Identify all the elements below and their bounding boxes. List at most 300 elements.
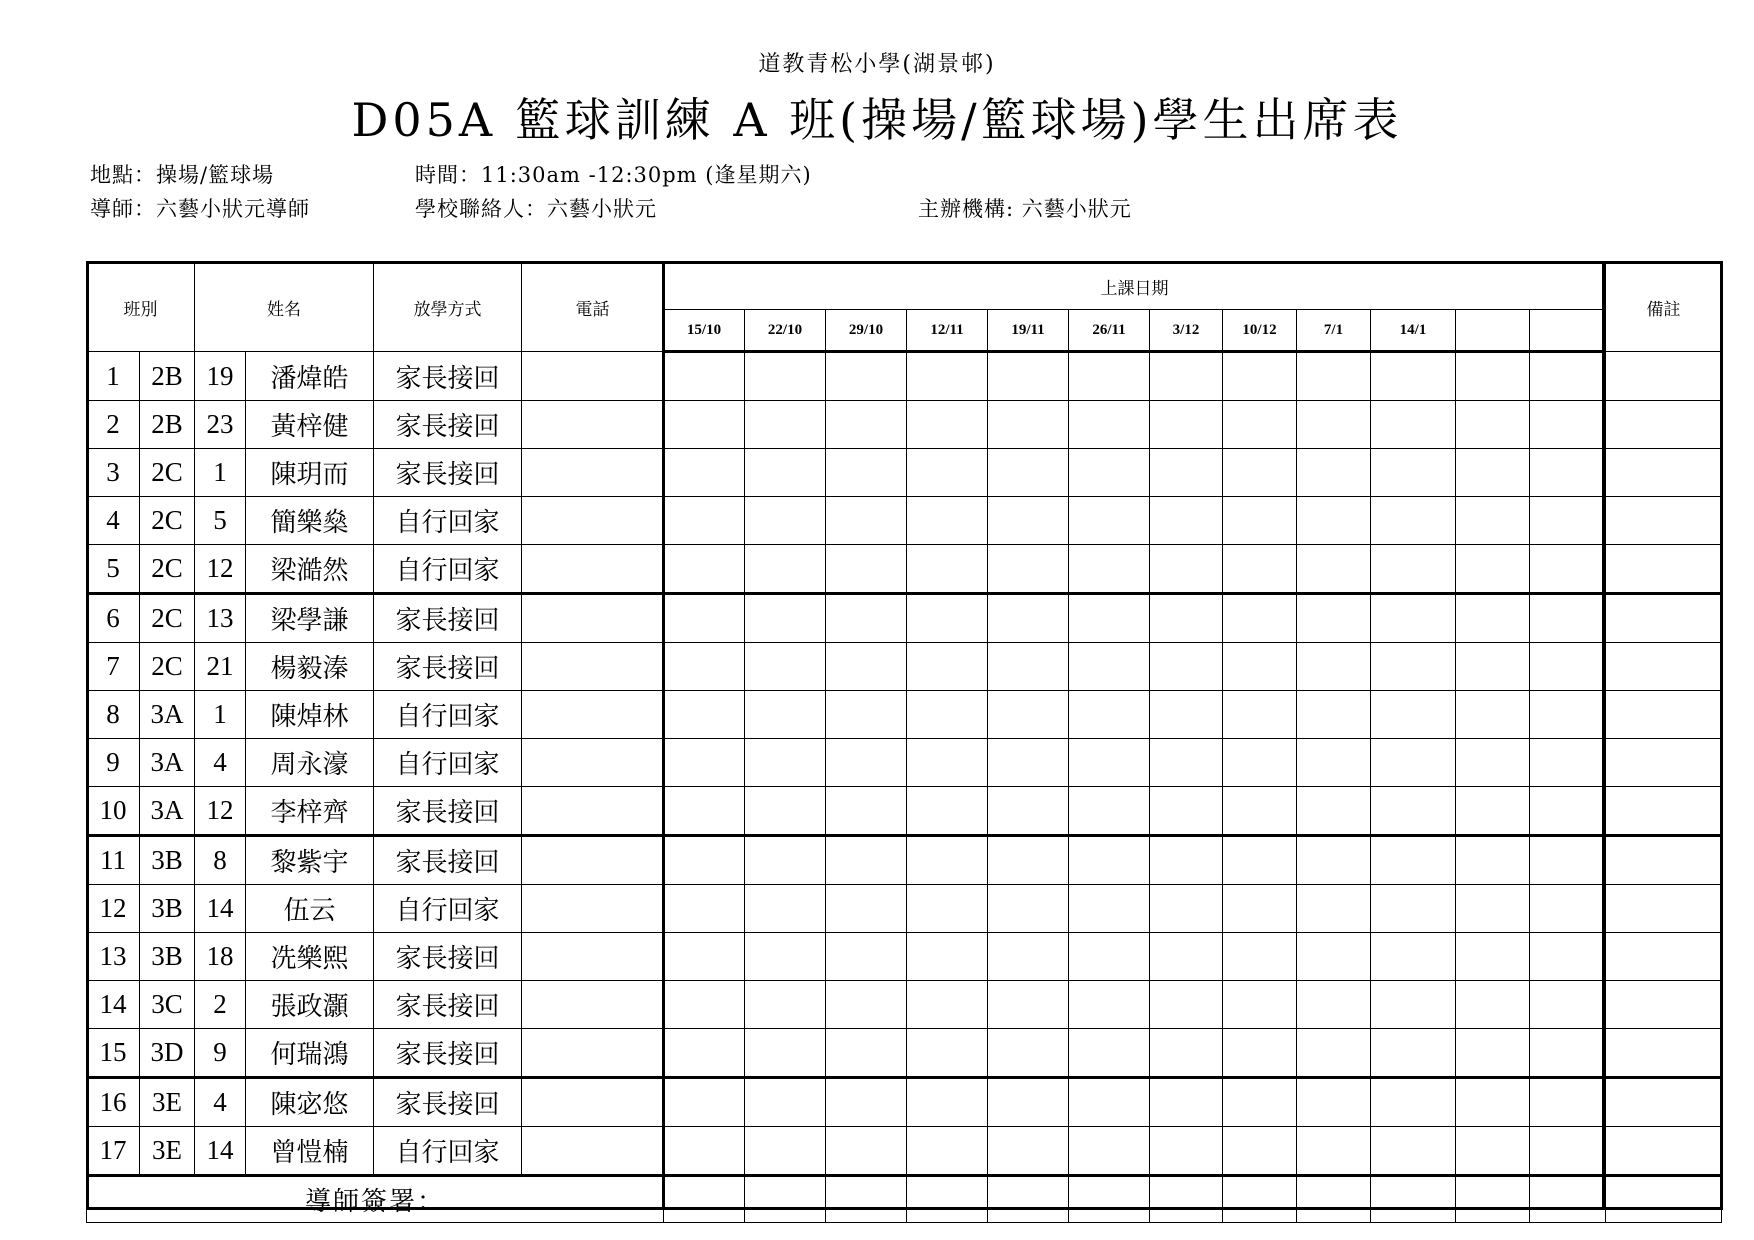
date-header-cell: 22/10 (745, 310, 826, 352)
attendance-cell (988, 739, 1069, 787)
student-row (87, 691, 1722, 739)
attendance-cell (1371, 981, 1456, 1029)
signature-cell (664, 1176, 745, 1223)
attendance-cell (988, 933, 1069, 981)
leave-method-cell: 家長接回 (374, 933, 522, 981)
attendance-cell (1223, 594, 1297, 643)
phone-cell (522, 933, 664, 981)
attendance-cell (1150, 401, 1223, 449)
remarks-cell (1606, 594, 1722, 643)
attendance-cell (1069, 885, 1150, 933)
attendance-cell (664, 1029, 745, 1078)
attendance-cell (1456, 449, 1530, 497)
attendance-cell (1297, 739, 1371, 787)
attendance-cell (907, 594, 988, 643)
row-number: 13 (87, 933, 140, 981)
header-leave-method: 放學方式 (374, 263, 522, 352)
attendance-cell (1069, 594, 1150, 643)
phone-cell (522, 401, 664, 449)
attendance-cell (826, 1127, 907, 1176)
attendance-cell (1150, 1127, 1223, 1176)
phone-cell (522, 787, 664, 836)
remarks-cell (1606, 1078, 1722, 1127)
phone-cell (522, 1029, 664, 1078)
remarks-cell (1606, 885, 1722, 933)
attendance-cell (745, 739, 826, 787)
student-name: 梁澔然 (246, 545, 374, 594)
leave-method-cell: 家長接回 (374, 1029, 522, 1078)
attendance-cell (1456, 739, 1530, 787)
leave-method-cell: 自行回家 (374, 739, 522, 787)
attendance-cell (664, 885, 745, 933)
attendance-cell (988, 691, 1069, 739)
attendance-cell (1456, 401, 1530, 449)
attendance-cell (1456, 885, 1530, 933)
signature-cell (1297, 1176, 1371, 1223)
class-number-cell: 12 (195, 787, 246, 836)
attendance-cell (907, 352, 988, 401)
class-number-cell: 18 (195, 933, 246, 981)
remarks-cell (1606, 981, 1722, 1029)
attendance-cell (1530, 643, 1606, 691)
attendance-cell (826, 981, 907, 1029)
attendance-cell (1530, 981, 1606, 1029)
signature-row (87, 1176, 1722, 1223)
attendance-cell (907, 449, 988, 497)
class-number-cell: 8 (195, 836, 246, 885)
attendance-cell (1069, 1029, 1150, 1078)
student-row (87, 1078, 1722, 1127)
date-header-cell: 10/12 (1223, 310, 1297, 352)
phone-cell (522, 981, 664, 1029)
attendance-table (86, 262, 1722, 1223)
attendance-cell (1297, 449, 1371, 497)
class-cell: 2C (140, 545, 195, 594)
attendance-cell (826, 1078, 907, 1127)
attendance-cell (1371, 1127, 1456, 1176)
signature-cell (1223, 1176, 1297, 1223)
attendance-cell (664, 691, 745, 739)
attendance-cell (907, 885, 988, 933)
attendance-cell (1150, 449, 1223, 497)
row-number: 11 (87, 836, 140, 885)
attendance-cell (907, 933, 988, 981)
attendance-cell (1150, 497, 1223, 545)
leave-method-cell: 家長接回 (374, 401, 522, 449)
phone-cell (522, 352, 664, 401)
student-row (87, 449, 1722, 497)
row-number: 17 (87, 1127, 140, 1176)
header-remarks: 備註 (1606, 263, 1722, 352)
student-row (87, 933, 1722, 981)
date-header-cell: 3/12 (1150, 310, 1223, 352)
student-name: 黎紫宇 (246, 836, 374, 885)
attendance-cell (1223, 836, 1297, 885)
header-class: 班別 (87, 263, 195, 352)
remarks-cell (1606, 352, 1722, 401)
row-number: 8 (87, 691, 140, 739)
student-row (87, 787, 1722, 836)
date-header-cell: 12/11 (907, 310, 988, 352)
attendance-cell (1223, 401, 1297, 449)
attendance-cell (745, 497, 826, 545)
attendance-cell (826, 787, 907, 836)
attendance-cell (1223, 497, 1297, 545)
row-number: 7 (87, 643, 140, 691)
attendance-cell (745, 352, 826, 401)
student-name: 簡樂燊 (246, 497, 374, 545)
remarks-cell (1606, 545, 1722, 594)
row-number: 9 (87, 739, 140, 787)
row-number: 3 (87, 449, 140, 497)
attendance-cell (826, 545, 907, 594)
class-number-cell: 4 (195, 739, 246, 787)
attendance-cell (907, 691, 988, 739)
student-name: 陳玥而 (246, 449, 374, 497)
student-row (87, 497, 1722, 545)
attendance-cell (1150, 1029, 1223, 1078)
remarks-cell (1606, 691, 1722, 739)
attendance-cell (1223, 1127, 1297, 1176)
attendance-cell (907, 643, 988, 691)
row-number: 12 (87, 885, 140, 933)
student-name: 冼樂熙 (246, 933, 374, 981)
attendance-cell (745, 981, 826, 1029)
attendance-cell (1530, 401, 1606, 449)
student-name: 陳宓悠 (246, 1078, 374, 1127)
attendance-cell (745, 401, 826, 449)
attendance-cell (1456, 836, 1530, 885)
attendance-cell (1371, 739, 1456, 787)
date-header-cell: 7/1 (1297, 310, 1371, 352)
attendance-cell (745, 545, 826, 594)
remarks-cell (1606, 1176, 1722, 1223)
attendance-cell (1069, 933, 1150, 981)
student-row (87, 885, 1722, 933)
attendance-cell (1297, 401, 1371, 449)
class-number-cell: 1 (195, 449, 246, 497)
attendance-cell (1456, 1127, 1530, 1176)
class-cell: 3B (140, 836, 195, 885)
attendance-cell (1223, 643, 1297, 691)
attendance-cell (664, 401, 745, 449)
leave-method-cell: 家長接回 (374, 787, 522, 836)
attendance-cell (826, 352, 907, 401)
attendance-cell (1069, 787, 1150, 836)
attendance-cell (664, 739, 745, 787)
attendance-cell (826, 497, 907, 545)
attendance-cell (1069, 739, 1150, 787)
attendance-cell (745, 787, 826, 836)
attendance-cell (1069, 545, 1150, 594)
phone-cell (522, 1127, 664, 1176)
attendance-cell (664, 643, 745, 691)
attendance-cell (1530, 739, 1606, 787)
attendance-cell (988, 787, 1069, 836)
attendance-cell (1297, 497, 1371, 545)
attendance-cell (1069, 836, 1150, 885)
remarks-cell (1606, 787, 1722, 836)
class-cell: 3A (140, 787, 195, 836)
attendance-cell (1530, 545, 1606, 594)
attendance-cell (1297, 643, 1371, 691)
venue-info: 地點：操場/籃球場 (90, 163, 275, 187)
leave-method-cell: 家長接回 (374, 643, 522, 691)
attendance-cell (1530, 1029, 1606, 1078)
attendance-cell (1150, 594, 1223, 643)
header-name: 姓名 (195, 263, 374, 352)
date-header-cell (1456, 310, 1530, 352)
attendance-cell (826, 836, 907, 885)
student-row (87, 1029, 1722, 1078)
row-number: 5 (87, 545, 140, 594)
attendance-cell (1150, 885, 1223, 933)
header-lesson-dates: 上課日期 (664, 263, 1606, 310)
row-number: 2 (87, 401, 140, 449)
organizer-info: 主辦機構: 六藝小狀元 (918, 197, 1132, 221)
student-row (87, 739, 1722, 787)
attendance-cell (988, 981, 1069, 1029)
attendance-cell (1530, 594, 1606, 643)
signature-cell (745, 1176, 826, 1223)
attendance-cell (1069, 497, 1150, 545)
attendance-cell (745, 594, 826, 643)
remarks-cell (1606, 1029, 1722, 1078)
attendance-cell (1223, 691, 1297, 739)
attendance-cell (1456, 594, 1530, 643)
student-row (87, 643, 1722, 691)
attendance-cell (988, 643, 1069, 691)
attendance-cell (907, 981, 988, 1029)
leave-method-cell: 家長接回 (374, 449, 522, 497)
student-row (87, 401, 1722, 449)
attendance-cell (1371, 497, 1456, 545)
attendance-cell (1456, 545, 1530, 594)
attendance-cell (988, 836, 1069, 885)
date-header-cell: 19/11 (988, 310, 1069, 352)
attendance-cell (1530, 885, 1606, 933)
student-row (87, 545, 1722, 594)
student-row (87, 836, 1722, 885)
attendance-cell (1223, 449, 1297, 497)
student-name: 潘煒皓 (246, 352, 374, 401)
phone-cell (522, 1078, 664, 1127)
attendance-cell (1150, 739, 1223, 787)
date-header-cell: 14/1 (1371, 310, 1456, 352)
attendance-cell (1456, 933, 1530, 981)
attendance-cell (1223, 1078, 1297, 1127)
attendance-cell (1297, 691, 1371, 739)
leave-method-cell: 自行回家 (374, 545, 522, 594)
attendance-cell (988, 885, 1069, 933)
class-cell: 3A (140, 691, 195, 739)
phone-cell (522, 691, 664, 739)
school-name: 道教青松小學(湖景邨) (758, 52, 996, 77)
attendance-cell (1069, 401, 1150, 449)
attendance-cell (1456, 1078, 1530, 1127)
attendance-cell (1371, 691, 1456, 739)
attendance-cell (1297, 594, 1371, 643)
attendance-cell (1069, 1127, 1150, 1176)
student-row (87, 1127, 1722, 1176)
leave-method-cell: 家長接回 (374, 836, 522, 885)
attendance-cell (1456, 1029, 1530, 1078)
signature-cell (826, 1176, 907, 1223)
class-cell: 3B (140, 933, 195, 981)
attendance-cell (826, 691, 907, 739)
attendance-cell (1150, 643, 1223, 691)
phone-cell (522, 739, 664, 787)
class-number-cell: 23 (195, 401, 246, 449)
student-row (87, 594, 1722, 643)
attendance-cell (826, 449, 907, 497)
student-row (87, 352, 1722, 401)
attendance-cell (988, 401, 1069, 449)
student-name: 何瑞鴻 (246, 1029, 374, 1078)
class-number-cell: 13 (195, 594, 246, 643)
attendance-cell (1530, 933, 1606, 981)
attendance-cell (1371, 449, 1456, 497)
remarks-cell (1606, 933, 1722, 981)
attendance-cell (1371, 401, 1456, 449)
attendance-cell (745, 885, 826, 933)
remarks-cell (1606, 449, 1722, 497)
attendance-cell (1150, 352, 1223, 401)
row-number: 1 (87, 352, 140, 401)
signature-cell (907, 1176, 988, 1223)
attendance-cell (1371, 1029, 1456, 1078)
phone-cell (522, 643, 664, 691)
leave-method-cell: 自行回家 (374, 885, 522, 933)
attendance-cell (907, 401, 988, 449)
header-phone: 電話 (522, 263, 664, 352)
attendance-cell (1297, 1029, 1371, 1078)
attendance-cell (907, 545, 988, 594)
attendance-cell (1069, 449, 1150, 497)
attendance-cell (1530, 497, 1606, 545)
attendance-cell (1297, 933, 1371, 981)
class-number-cell: 14 (195, 885, 246, 933)
attendance-cell (664, 981, 745, 1029)
attendance-cell (1530, 1078, 1606, 1127)
attendance-cell (1371, 643, 1456, 691)
date-header-cell (1530, 310, 1606, 352)
leave-method-cell: 家長接回 (374, 352, 522, 401)
date-header-cell: 29/10 (826, 310, 907, 352)
attendance-cell (1456, 497, 1530, 545)
attendance-cell (745, 836, 826, 885)
attendance-cell (826, 1029, 907, 1078)
attendance-cell (1371, 885, 1456, 933)
page-title: D05A 籃球訓練 A 班(操場/籃球場)學生出席表 (351, 93, 1403, 147)
leave-method-cell: 家長接回 (374, 981, 522, 1029)
phone-cell (522, 594, 664, 643)
attendance-cell (664, 594, 745, 643)
date-header-cell: 15/10 (664, 310, 745, 352)
class-number-cell: 19 (195, 352, 246, 401)
attendance-cell (745, 1078, 826, 1127)
signature-cell (1371, 1176, 1456, 1223)
signature-cell (988, 1176, 1069, 1223)
class-cell: 2C (140, 449, 195, 497)
class-cell: 3B (140, 885, 195, 933)
attendance-cell (826, 885, 907, 933)
student-name: 陳焯林 (246, 691, 374, 739)
class-number-cell: 12 (195, 545, 246, 594)
attendance-cell (664, 1127, 745, 1176)
remarks-cell (1606, 1127, 1722, 1176)
attendance-cell (1371, 933, 1456, 981)
attendance-cell (745, 1127, 826, 1176)
attendance-cell (1150, 836, 1223, 885)
attendance-cell (1530, 836, 1606, 885)
attendance-cell (907, 497, 988, 545)
attendance-cell (826, 643, 907, 691)
leave-method-cell: 自行回家 (374, 1127, 522, 1176)
attendance-cell (745, 1029, 826, 1078)
time-info: 時間：11:30am -12:30pm (逢星期六) (415, 163, 812, 187)
attendance-cell (1223, 981, 1297, 1029)
class-number-cell: 4 (195, 1078, 246, 1127)
row-number: 6 (87, 594, 140, 643)
phone-cell (522, 836, 664, 885)
attendance-cell (1456, 352, 1530, 401)
attendance-cell (745, 691, 826, 739)
phone-cell (522, 545, 664, 594)
class-cell: 3D (140, 1029, 195, 1078)
attendance-cell (1297, 885, 1371, 933)
attendance-cell (1371, 545, 1456, 594)
leave-method-cell: 家長接回 (374, 594, 522, 643)
student-name: 周永濠 (246, 739, 374, 787)
attendance-cell (1371, 1078, 1456, 1127)
remarks-cell (1606, 643, 1722, 691)
attendance-cell (745, 643, 826, 691)
attendance-cell (1297, 1078, 1371, 1127)
attendance-cell (907, 1078, 988, 1127)
attendance-cell (664, 352, 745, 401)
signature-cell (1530, 1176, 1606, 1223)
attendance-cell (1297, 981, 1371, 1029)
attendance-cell (1150, 1078, 1223, 1127)
attendance-cell (1456, 643, 1530, 691)
attendance-cell (1150, 691, 1223, 739)
class-cell: 2C (140, 497, 195, 545)
class-cell: 2B (140, 352, 195, 401)
phone-cell (522, 449, 664, 497)
class-cell: 3A (140, 739, 195, 787)
attendance-cell (1069, 352, 1150, 401)
attendance-cell (1456, 981, 1530, 1029)
row-number: 16 (87, 1078, 140, 1127)
attendance-cell (988, 352, 1069, 401)
class-number-cell: 21 (195, 643, 246, 691)
class-cell: 2B (140, 401, 195, 449)
attendance-cell (1223, 545, 1297, 594)
attendance-cell (1223, 885, 1297, 933)
attendance-cell (1530, 1127, 1606, 1176)
remarks-cell (1606, 836, 1722, 885)
attendance-cell (907, 739, 988, 787)
leave-method-cell: 自行回家 (374, 497, 522, 545)
attendance-cell (1456, 787, 1530, 836)
attendance-cell (1069, 643, 1150, 691)
attendance-cell (826, 739, 907, 787)
class-cell: 3E (140, 1078, 195, 1127)
phone-cell (522, 497, 664, 545)
remarks-cell (1606, 401, 1722, 449)
row-number: 14 (87, 981, 140, 1029)
